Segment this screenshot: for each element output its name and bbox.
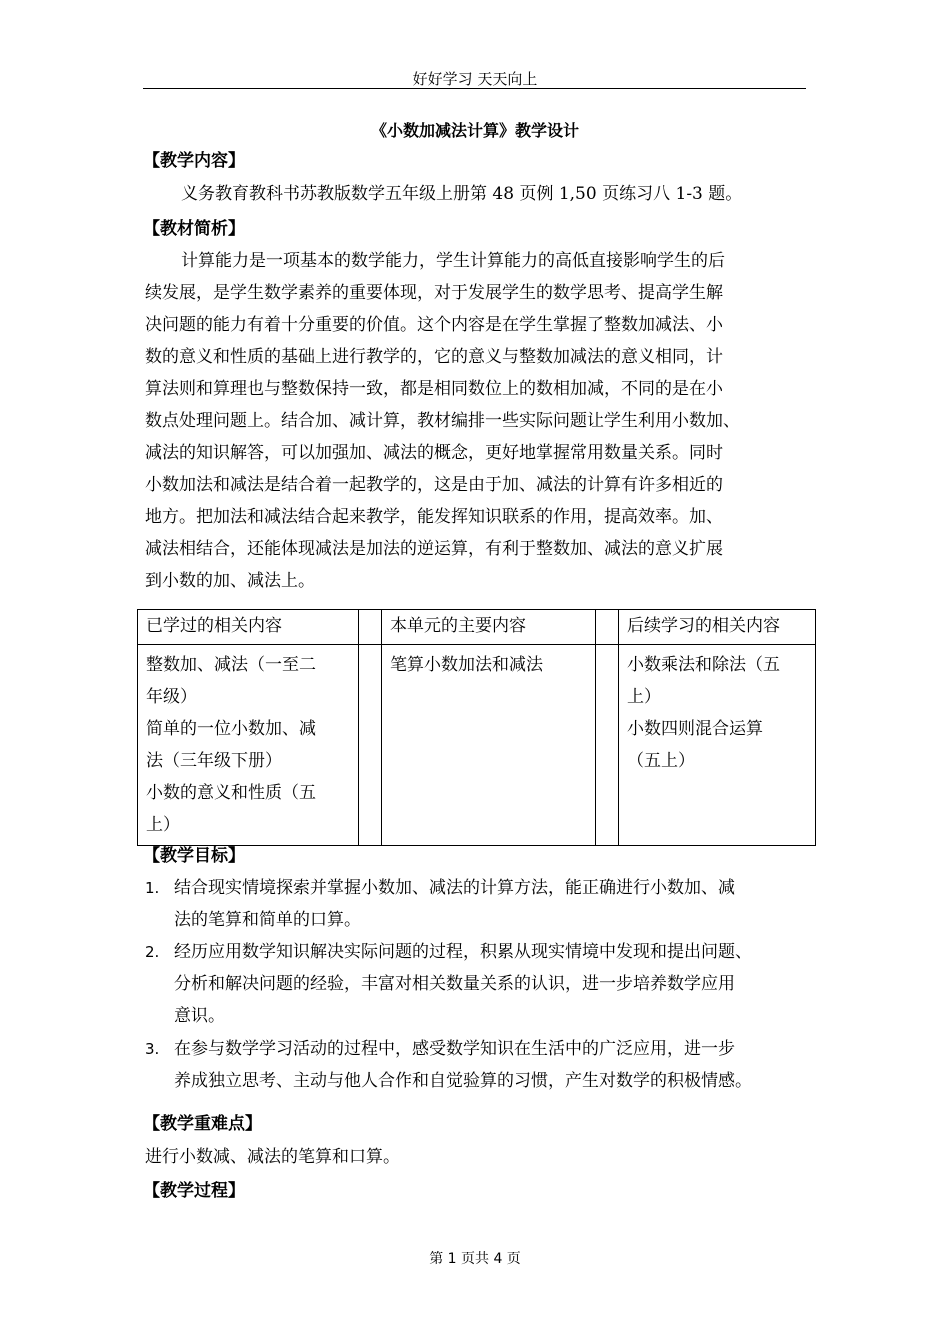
table-cell-line: 小数乘法和除法（五 <box>627 655 780 675</box>
goal-line: 意识。 <box>174 1006 225 1026</box>
goal-line: 在参与数学学习活动的过程中，感受数学知识在生活中的广泛应用，进一步 <box>174 1039 735 1059</box>
goal-line: 结合现实情境探索并掌握小数加、减法的计算方法，能正确进行小数加、减 <box>174 878 735 898</box>
goal-line: 经历应用数学知识解决实际问题的过程，积累从现实情境中发现和提出问题、 <box>174 942 752 962</box>
paragraph-line: 小数加法和减法是结合着一起教学的，这是由于加、减法的计算有许多相近的 <box>145 475 723 495</box>
table-spacer <box>359 645 382 846</box>
goal-line: 分析和解决问题的经验，丰富对相关数量关系的认识，进一步培养数学应用 <box>174 974 735 994</box>
table-cell-line: 小数的意义和性质（五 <box>146 783 316 803</box>
teaching-content-text: 义务教育教科书苏教版数学五年级上册第 48 页例 1,50 页练习八 1-3 题。 <box>181 184 743 204</box>
table-cell-line: 上） <box>146 815 180 835</box>
table-cell-line: 笔算小数加法和减法 <box>390 655 543 675</box>
goal-text <box>174 872 824 936</box>
paragraph-line: 减法相结合，还能体现减法是加法的逆运算，有利于整数加、减法的意义扩展 <box>145 539 723 559</box>
heading-teaching-process: 【教学过程】 <box>143 1181 245 1201</box>
header-divider <box>143 88 806 89</box>
table-cell-line: 法（三年级下册） <box>146 751 282 771</box>
heading-teaching-goals: 【教学目标】 <box>143 846 245 866</box>
goal-line: 法的笔算和简单的口算。 <box>174 910 361 930</box>
table-cell-line: 小数四则混合运算 <box>627 719 763 739</box>
paragraph-line: 到小数的加、减法上。 <box>145 571 315 591</box>
goal-line: 养成独立思考、主动与他人合作和自觉验算的习惯，产生对数学的积极情感。 <box>174 1071 752 1091</box>
paragraph-line: 计算能力是一项基本的数学能力，学生计算能力的高低直接影响学生的后 <box>181 251 725 271</box>
paragraph-line: 续发展，是学生数学素养的重要体现，对于发展学生的数学思考、提高学生解 <box>145 283 723 303</box>
table-spacer <box>359 610 382 645</box>
material-analysis-paragraph <box>145 245 815 597</box>
goal-text <box>174 1033 824 1097</box>
table-header-unit: 本单元的主要内容 <box>382 610 596 645</box>
heading-teaching-content: 【教学内容】 <box>143 151 245 171</box>
paragraph-line: 算法则和算理也与整数保持一致，都是相同数位上的数相加减，不同的是在小 <box>145 379 723 399</box>
paragraph-line: 减法的知识解答，可以加强加、减法的概念，更好地掌握常用数量关系。同时 <box>145 443 723 463</box>
goal-number: 3. <box>145 1040 160 1058</box>
paragraph-line: 地方。把加法和减法结合起来教学，能发挥知识联系的作用，提高效率。加、 <box>145 507 723 527</box>
table-cell-learned <box>138 645 359 846</box>
goal-text <box>174 936 824 1032</box>
heading-material-analysis: 【教材简析】 <box>143 219 245 239</box>
table-header-learned: 已学过的相关内容 <box>138 610 359 645</box>
table-cell-line: 整数加、减法（一至二 <box>146 655 316 675</box>
key-points-text: 进行小数减、减法的笔算和口算。 <box>145 1147 400 1167</box>
document-title: 《小数加减法计算》教学设计 <box>370 121 579 140</box>
paragraph-line: 数点处理问题上。结合加、减计算，教材编排一些实际问题让学生利用小数加、 <box>145 411 740 431</box>
table-header-following: 后续学习的相关内容 <box>619 610 816 645</box>
goal-number: 2. <box>145 943 160 961</box>
page-header: 好好学习 天天向上 <box>412 70 538 88</box>
table-cell-line: （五上） <box>627 751 695 771</box>
paragraph-line: 决问题的能力有着十分重要的价值。这个内容是在学生掌握了整数加减法、小 <box>145 315 723 335</box>
table-cell-line: 简单的一位小数加、减 <box>146 719 316 739</box>
goal-number: 1. <box>145 879 160 897</box>
paragraph-line: 数的意义和性质的基础上进行教学的，它的意义与整数加减法的意义相同，计 <box>145 347 723 367</box>
table-cell-line: 上） <box>627 687 661 707</box>
related-content-table <box>137 609 816 846</box>
table-cell-line: 年级） <box>146 687 197 707</box>
table-spacer <box>596 645 619 846</box>
table-spacer <box>596 610 619 645</box>
page-footer: 第 1 页共 4 页 <box>429 1251 521 1267</box>
heading-key-points: 【教学重难点】 <box>143 1114 262 1134</box>
table-cell-following <box>619 645 816 846</box>
table-cell-unit <box>382 645 596 846</box>
